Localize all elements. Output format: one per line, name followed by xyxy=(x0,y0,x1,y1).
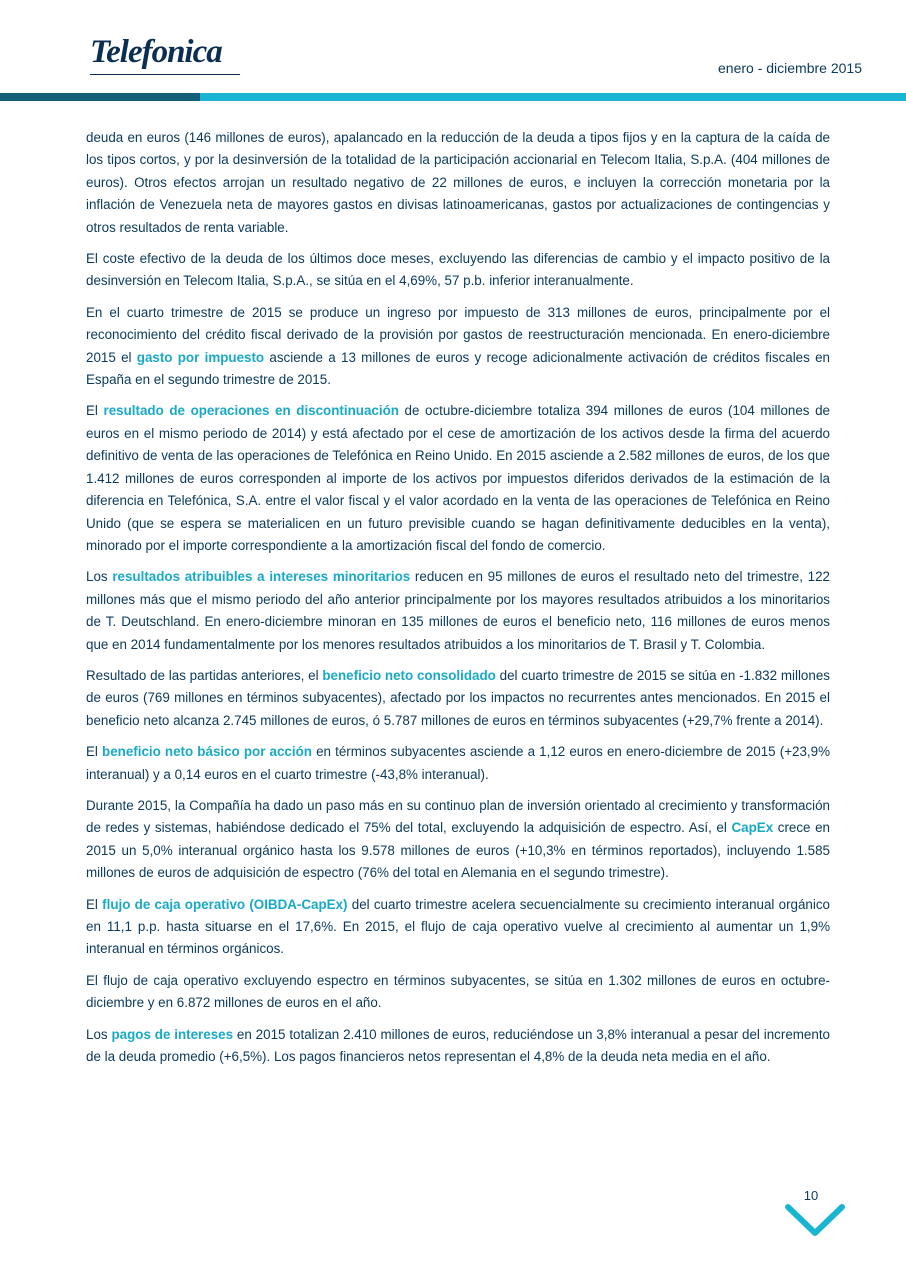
paragraph xyxy=(86,665,830,732)
paragraph xyxy=(86,1024,830,1069)
paragraph-text: El xyxy=(86,896,103,912)
paragraph-text: Resultado de las partidas anteriores, el xyxy=(86,667,323,683)
paragraph xyxy=(86,894,830,961)
paragraph-text: del cuarto trimestre de 2015 se sitúa en -1.832 millones de euros (769 millones en términos subyacentes), afectado por los impactos no recurrentes antes mencionados. En 2015 el beneficio neto alcanza 2.745 millones de euros, ó 5.787 millones de euros en términos subyacentes (+29,7% frente a 2014). xyxy=(86,667,830,728)
paragraph xyxy=(86,127,830,239)
paragraph-text: El xyxy=(86,744,103,760)
highlighted-term: pagos de intereses xyxy=(111,1026,234,1042)
paragraph-text: Los xyxy=(86,569,113,585)
highlighted-term: resultados atribuibles a intereses minoritarios xyxy=(112,569,411,585)
paragraph-text: en términos subyacentes asciende a 1,12 euros en enero-diciembre de 2015 (+23,9% interanual) y a 0,14 euros en el cuarto trimestre (-43,8% interanual). xyxy=(86,744,830,782)
paragraph xyxy=(86,741,830,786)
paragraph-text: del cuarto trimestre acelera secuencialmente su crecimiento interanual orgánico en 11,1 p.p. hasta situarse en el 17,6%. En 2015, el flujo de caja operativo vuelve al crecimiento al aumentar un 1,9% interanual en términos orgánicos. xyxy=(86,896,830,957)
paragraph-text: en 2015 totalizan 2.410 millones de euros, reduciéndose un 3,8% interanual a pesar del incremento de la deuda promedio (+6,5%). Los pagos financieros netos representan el 4,8% de la deuda neta media en el año. xyxy=(86,1026,830,1065)
header-rule-light xyxy=(200,93,906,101)
paragraph-text: En el cuarto trimestre de 2015 se produce un ingreso por impuesto de 313 millones de euros, principalmente por el reconocimiento del crédito fiscal derivado de la provisión por gastos de reestructuración mencionada. En enero-diciembre 2015 el xyxy=(86,304,830,365)
paragraph xyxy=(86,566,830,656)
body-text xyxy=(86,127,830,1077)
paragraph-text: reducen en 95 millones de euros el resultado neto del trimestre, 122 millones más que el mismo periodo del año anterior principalmente por los mayores resultados atribuidos a los minoritarios de T. Deutschland. En enero-diciembre minoran en 135 millones de euros el beneficio neto, 116 millones de euros menos que en 2014 fundamentalmente por los menores resultados atribuidos a los minoritarios de T. Brasil y T. Colombia. xyxy=(86,569,830,652)
chevron-down-icon[interactable] xyxy=(784,1201,846,1239)
paragraph-text: de octubre-diciembre totaliza 394 millones de euros (104 millones de euros en el mismo periodo de 2014) y está afectado por el cese de amortización de los activos desde la firma del acuerdo definitivo de venta de las operaciones de Telefónica en Reino Unido. En 2015 asciende a 2.582 millones de euros, de los que 1.412 millones de euros corresponden al importe de los activos por impuestos diferidos derivados de la estimación de la diferencia en Telefónica, S.A. entre el valor fiscal y el valor acordado en la venta de las operaciones de Telefónica en Reino Unido (que se espera se materialicen en un futuro previsible cuando se hagan definitivamente deducibles en la venta), minorado por el importe correspondiente a la amortización fiscal del fondo de comercio. xyxy=(86,403,830,553)
highlighted-term: flujo de caja operativo (OIBDA-CapEx) xyxy=(102,896,348,912)
highlighted-term: CapEx xyxy=(731,820,774,836)
brand-wordmark: Telefonica xyxy=(90,34,222,70)
highlighted-term: beneficio neto consolidado xyxy=(322,667,496,683)
paragraph xyxy=(86,302,830,392)
telefonica-logo xyxy=(90,34,242,82)
paragraph-text: El xyxy=(86,403,104,419)
highlighted-term: gasto por impuesto xyxy=(136,349,265,365)
paragraph-text: asciende a 13 millones de euros y recoge adicionalmente activación de créditos fiscales en España en el segundo trimestre de 2015. xyxy=(86,349,830,388)
paragraph-text: Los xyxy=(86,1026,112,1042)
paragraph xyxy=(86,248,830,293)
header-rule-dark xyxy=(0,93,200,101)
highlighted-term: resultado de operaciones en discontinuación xyxy=(103,403,399,419)
paragraph-text: El coste efectivo de la deuda de los últimos doce meses, excluyendo las diferencias de cambio y el impacto positivo de la desinversión en Telecom Italia, S.p.A., se sitúa en el 4,69%, 57 p.b. inferior interanualmente. xyxy=(86,251,830,289)
highlighted-term: beneficio neto básico por acción xyxy=(102,744,312,760)
logo-underline xyxy=(90,74,240,75)
paragraph-text: Durante 2015, la Compañía ha dado un paso más en su continuo plan de inversión orientado al crecimiento y transformación de redes y sistemas, habiéndose dedicado el 75% del total, excluyendo la adquisición de espectro. Así, el xyxy=(86,797,830,836)
paragraph xyxy=(86,970,830,1015)
paragraph-text: deuda en euros (146 millones de euros), apalancado en la reducción de la deuda a tipos fijos y en la captura de la caída de los tipos cortos, y por la desinversión de la totalidad de la participación accionarial en Telecom Italia, S.p.A. (404 millones de euros). Otros efectos arrojan un resultado negativo de 22 millones de euros, e incluyen la corrección monetaria por la inflación de Venezuela neta de mayores gastos en divisas latinoamericanas, gastos por actualizaciones de contingencias y otros resultados de renta variable. xyxy=(86,130,830,235)
page-number: 10 xyxy=(803,1188,819,1203)
report-period: enero - diciembre 2015 xyxy=(718,60,862,76)
paragraph-text: El flujo de caja operativo excluyendo espectro en términos subyacentes, se sitúa en 1.302 millones de euros en octubre-diciembre y en 6.872 millones de euros en el año. xyxy=(86,972,830,1011)
paragraph xyxy=(86,795,830,885)
paragraph xyxy=(86,400,830,557)
paragraph-text: crece en 2015 un 5,0% interanual orgánico hasta los 9.578 millones de euros (+10,3% en términos reportados), incluyendo 1.585 millones de euros de adquisición de espectro (76% del total en Alemania en el segundo trimestre). xyxy=(86,820,830,881)
